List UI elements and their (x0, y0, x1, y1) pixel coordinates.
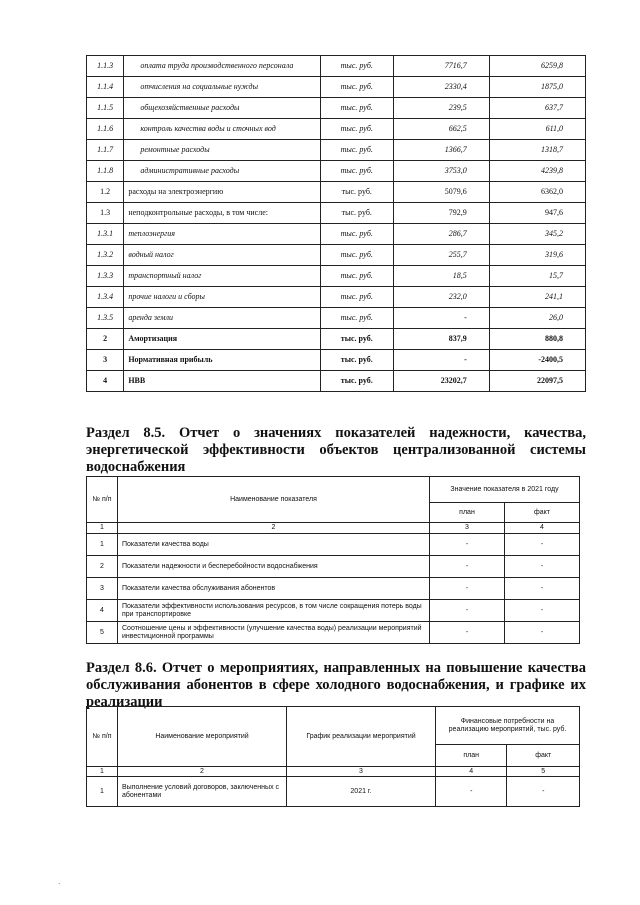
row-plan: 239,5 (393, 98, 489, 119)
row-fact: - (505, 556, 580, 578)
header-fact: факт (507, 745, 580, 767)
row-number: 1.3.4 (87, 287, 124, 308)
row-unit: тыс. руб. (320, 56, 393, 77)
row-unit: тыс. руб. (320, 329, 393, 350)
header-finance: Финансовые потребности на реализацию мероприятий, тыс. руб. (436, 707, 580, 745)
section-8-6-title: Раздел 8.6. Отчет о мероприятиях, направленных на повышение качества обслуживания абонентов в сфере холодного водоснабжения, и графике их реализации (86, 660, 586, 710)
row-name: общехозяйственные расходы (124, 98, 321, 119)
row-number: 1 (87, 534, 118, 556)
row-plan: 255,7 (393, 245, 489, 266)
header-name: Наименование показателя (118, 477, 430, 523)
row-name: НВВ (124, 371, 321, 392)
table-row (87, 245, 586, 266)
row-unit: тыс. руб. (320, 371, 393, 392)
row-number: 2 (87, 329, 124, 350)
table-row (87, 329, 586, 350)
row-name: ремонтные расходы (124, 140, 321, 161)
header-name: Наименование мероприятий (118, 707, 287, 767)
table-row (87, 182, 586, 203)
row-name: административные расходы (124, 161, 321, 182)
row-number: 1.3.5 (87, 308, 124, 329)
colnum-2: 2 (118, 523, 430, 534)
row-fact: - (505, 600, 580, 622)
row-plan: - (393, 350, 489, 371)
row-number: 1.1.7 (87, 140, 124, 161)
row-fact: - (505, 622, 580, 644)
row-number: 1.1.6 (87, 119, 124, 140)
row-number: 1.3 (87, 203, 124, 224)
colnum-4: 4 (436, 767, 507, 777)
row-plan: 232,0 (393, 287, 489, 308)
row-name: контроль качества воды и сточных вод (124, 119, 321, 140)
colnum-1: 1 (87, 523, 118, 534)
row-name: аренда земли (124, 308, 321, 329)
row-fact: 345,2 (489, 224, 585, 245)
table-row (87, 98, 586, 119)
row-number: 1.3.2 (87, 245, 124, 266)
row-number: 1.3.1 (87, 224, 124, 245)
row-unit: тыс. руб. (320, 266, 393, 287)
row-plan: 662,5 (393, 119, 489, 140)
row-fact: 15,7 (489, 266, 585, 287)
row-number: 1 (87, 777, 118, 807)
row-name: оплата труда производственного персонала (124, 56, 321, 77)
table-row (87, 56, 586, 77)
measures-table (86, 706, 580, 807)
indicators-table (86, 476, 580, 644)
row-unit: тыс. руб. (320, 77, 393, 98)
table-row (87, 266, 586, 287)
row-name: Нормативная прибыль (124, 350, 321, 371)
row-name: теплоэнергия (124, 224, 321, 245)
row-fact: 611,0 (489, 119, 585, 140)
row-unit: тыс. руб. (320, 140, 393, 161)
row-unit: тыс. руб. (320, 203, 393, 224)
colnum-2: 2 (118, 767, 287, 777)
row-fact: 241,1 (489, 287, 585, 308)
row-fact: - (505, 578, 580, 600)
table-row (87, 600, 580, 622)
row-name: транспортный налог (124, 266, 321, 287)
row-fact: 880,8 (489, 329, 585, 350)
row-number: 1.1.8 (87, 161, 124, 182)
row-unit: тыс. руб. (320, 287, 393, 308)
row-fact: - (505, 534, 580, 556)
row-plan: 5079,6 (393, 182, 489, 203)
row-plan: 7716,7 (393, 56, 489, 77)
header-num: № п/п (87, 477, 118, 523)
row-plan: 3753,0 (393, 161, 489, 182)
row-name: водный налог (124, 245, 321, 266)
row-number: 4 (87, 600, 118, 622)
row-plan: - (430, 600, 505, 622)
row-fact: 22097,5 (489, 371, 585, 392)
row-fact: 26,0 (489, 308, 585, 329)
row-fact: 637,7 (489, 98, 585, 119)
table-row (87, 534, 580, 556)
row-fact: 319,6 (489, 245, 585, 266)
colnum-3: 3 (287, 767, 436, 777)
row-name: Показатели качества обслуживания абонентов (118, 578, 430, 600)
header-schedule: График реализации мероприятий (287, 707, 436, 767)
row-plan: 2330,4 (393, 77, 489, 98)
row-unit: тыс. руб. (320, 98, 393, 119)
row-plan: 1366,7 (393, 140, 489, 161)
table-row (87, 578, 580, 600)
header-value: Значение показателя в 2021 году (430, 477, 580, 503)
table-row (87, 622, 580, 644)
row-name: расходы на электроэнергию (124, 182, 321, 203)
table-row (87, 556, 580, 578)
section-8-5-title: Раздел 8.5. Отчет о значениях показателей надежности, качества, энергетической эффективности объектов централизованной системы водоснабжения (86, 425, 586, 475)
row-name: отчисления на социальные нужды (124, 77, 321, 98)
colnum-1: 1 (87, 767, 118, 777)
row-fact: - (507, 777, 580, 807)
table-row (87, 287, 586, 308)
row-fact: 6362,0 (489, 182, 585, 203)
row-unit: тыс. руб. (320, 119, 393, 140)
row-number: 1.1.4 (87, 77, 124, 98)
row-number: 1.1.5 (87, 98, 124, 119)
row-number: 1.2 (87, 182, 124, 203)
colnum-5: 5 (507, 767, 580, 777)
row-unit: тыс. руб. (320, 224, 393, 245)
row-plan: - (430, 578, 505, 600)
row-plan: - (430, 534, 505, 556)
table-row (87, 77, 586, 98)
row-name: Соотношение цены и эффективности (улучшение качества воды) реализации мероприятий инвестиционной программы (118, 622, 430, 644)
row-number: 5 (87, 622, 118, 644)
table-row (87, 308, 586, 329)
row-plan: 837,9 (393, 329, 489, 350)
row-plan: 18,5 (393, 266, 489, 287)
row-number: 1.3.3 (87, 266, 124, 287)
table-row (87, 777, 580, 807)
table-row (87, 350, 586, 371)
row-plan: 23202,7 (393, 371, 489, 392)
row-fact: 1318,7 (489, 140, 585, 161)
row-fact: 947,6 (489, 203, 585, 224)
row-fact: 6259,8 (489, 56, 585, 77)
row-plan: 792,9 (393, 203, 489, 224)
table-row (87, 119, 586, 140)
header-plan: план (430, 503, 505, 523)
row-plan: - (430, 622, 505, 644)
row-number: 2 (87, 556, 118, 578)
table-row (87, 224, 586, 245)
table-row (87, 161, 586, 182)
row-unit: тыс. руб. (320, 308, 393, 329)
row-number: 1.1.3 (87, 56, 124, 77)
row-number: 3 (87, 578, 118, 600)
row-unit: тыс. руб. (320, 182, 393, 203)
table-row (87, 203, 586, 224)
row-fact: 4239,8 (489, 161, 585, 182)
row-unit: тыс. руб. (320, 161, 393, 182)
row-plan: - (436, 777, 507, 807)
row-name: Показатели качества воды (118, 534, 430, 556)
row-number: 4 (87, 371, 124, 392)
row-unit: тыс. руб. (320, 245, 393, 266)
table-row (87, 371, 586, 392)
cost-table (86, 55, 586, 392)
header-plan: план (436, 745, 507, 767)
scan-mark: · (58, 880, 61, 888)
row-name: Показатели эффективности использования ресурсов, в том числе сокращения потерь воды при транспортировке (118, 600, 430, 622)
row-schedule: 2021 г. (287, 777, 436, 807)
row-fact: -2400,5 (489, 350, 585, 371)
colnum-3: 3 (430, 523, 505, 534)
row-number: 3 (87, 350, 124, 371)
row-unit: тыс. руб. (320, 350, 393, 371)
row-plan: - (430, 556, 505, 578)
colnum-4: 4 (505, 523, 580, 534)
row-name: Амортизация (124, 329, 321, 350)
row-name: Выполнение условий договоров, заключенных с абонентами (118, 777, 287, 807)
header-fact: факт (505, 503, 580, 523)
row-plan: 286,7 (393, 224, 489, 245)
row-plan: - (393, 308, 489, 329)
row-fact: 1875,0 (489, 77, 585, 98)
row-name: Показатели надежности и бесперебойности водоснабжения (118, 556, 430, 578)
row-name: прочие налоги и сборы (124, 287, 321, 308)
table-row (87, 140, 586, 161)
row-name: неподконтрольные расходы, в том числе: (124, 203, 321, 224)
header-num: № п/п (87, 707, 118, 767)
